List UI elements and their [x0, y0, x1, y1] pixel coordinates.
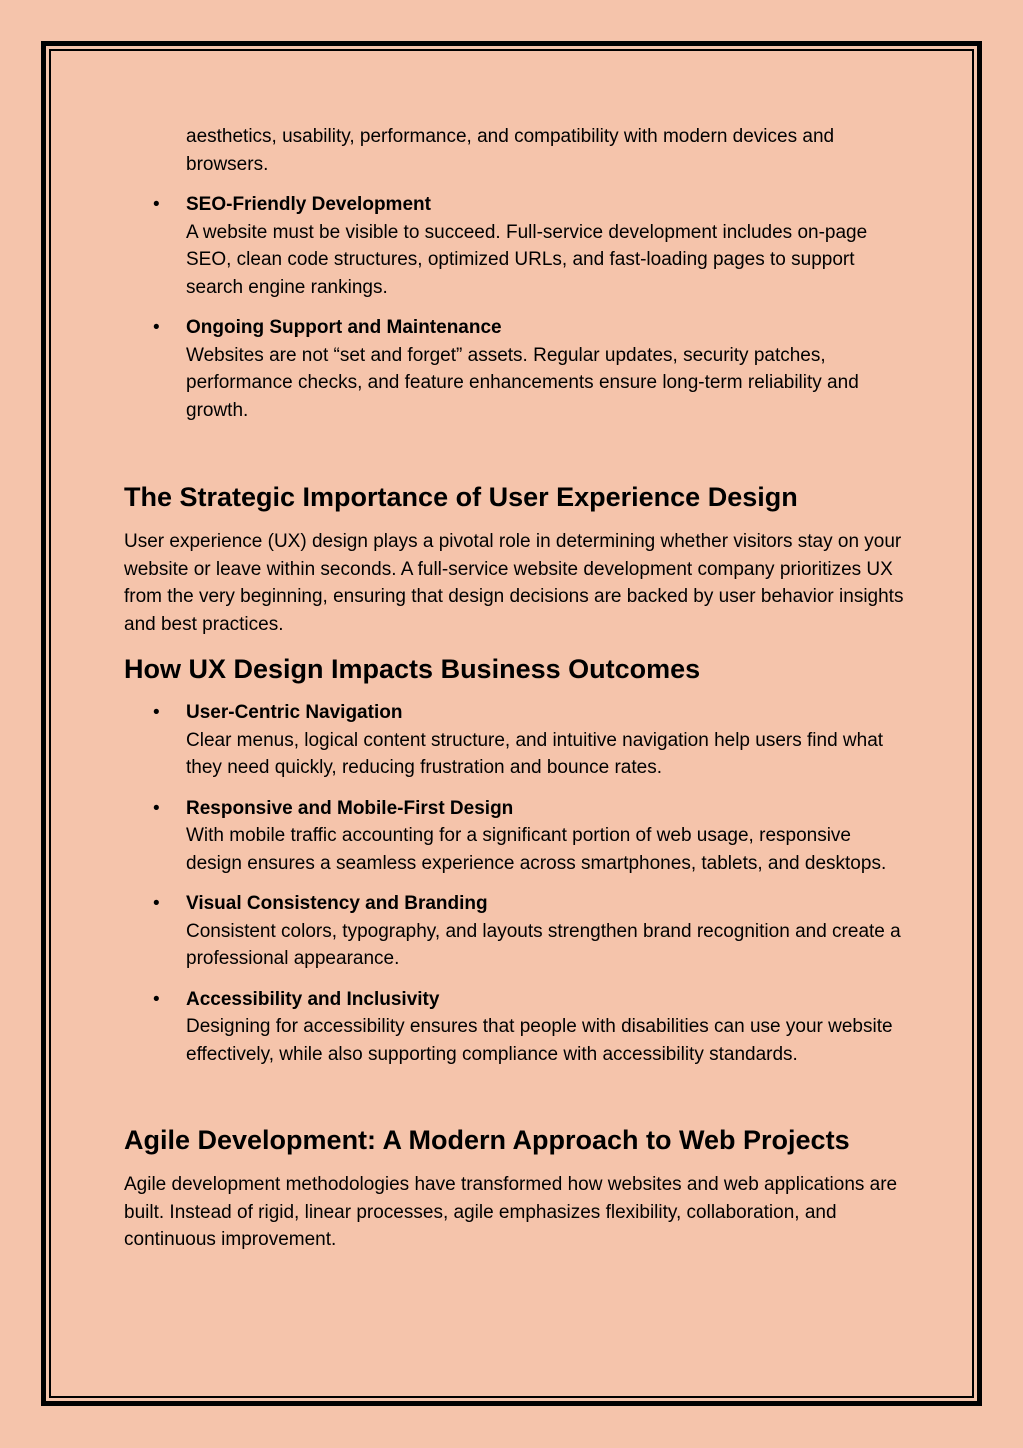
- bullet-icon: •: [153, 797, 160, 819]
- section-paragraph-agile: Agile development methodologies have transformed how websites and web applications are built. Instead of rigid, linear processes, agile emphasizes flexibility, collaboration, and continuous improvement.: [124, 1174, 898, 1250]
- list-item-text: Clear menus, logical content structure, and intuitive navigation help users find what they need quickly, reducing frustration and bounce rates.: [186, 729, 884, 778]
- section-paragraph-ux: User experience (UX) design plays a pivotal role in determining whether visitors stay on your website or leave within seconds. A full-service website development company prioritizes UX from the very beginning, ensuring that design decisions are backed by user behavior insights and best practices.: [124, 531, 904, 635]
- bullet-icon: •: [153, 893, 160, 914]
- list-item: [124, 191, 904, 301]
- section-heading-impact: How UX Design Impacts Business Outcomes: [124, 654, 701, 684]
- list-item-title: SEO-Friendly Development: [186, 194, 431, 215]
- list-item-text: With mobile traffic accounting for a significant portion of web usage, responsive design ensures a seamless experience across smartphones, tablets, and desktops.: [186, 825, 887, 874]
- list-item-text: A website must be visible to succeed. Full-service development includes on-page SEO, clean code structures, optimized URLs, and fast-loading pages to support search engine rankings.: [186, 221, 868, 298]
- list-item: [124, 795, 904, 878]
- list-item-title: Visual Consistency and Branding: [186, 893, 488, 914]
- intro-continuation-text: aesthetics, usability, performance, and compatibility with modern devices and browsers.: [186, 126, 835, 175]
- list-item-title: Responsive and Mobile-First Design: [186, 797, 514, 819]
- impact-list: [124, 699, 904, 1068]
- list-item-text: Websites are not “set and forget” assets. Regular updates, security patches, performance checks, and feature enhancements ensure long-term reliability and growth.: [186, 344, 859, 421]
- list-item: [124, 890, 904, 973]
- list-item-text: Designing for accessibility ensures that people with disabilities can use your website effectively, while also supporting compliance with accessibility standards.: [186, 1016, 893, 1065]
- section-heading-ux: The Strategic Importance of User Experience Design: [124, 482, 798, 512]
- bullet-icon: •: [153, 317, 160, 338]
- section-heading-agile: Agile Development: A Modern Approach to Web Projects: [124, 1125, 850, 1155]
- list-item-title: Accessibility and Inclusivity: [186, 988, 440, 1010]
- list-item: [124, 699, 904, 782]
- feature-list: [124, 191, 904, 424]
- document-content: [124, 123, 904, 1254]
- bullet-icon: •: [153, 988, 160, 1010]
- bullet-icon: •: [153, 702, 160, 723]
- bullet-icon: •: [153, 194, 160, 215]
- list-item-text: Consistent colors, typography, and layouts strengthen brand recognition and create a professional appearance.: [186, 920, 901, 969]
- list-item-title: Ongoing Support and Maintenance: [186, 317, 502, 338]
- list-item: [124, 986, 904, 1069]
- list-item-title: User-Centric Navigation: [186, 702, 403, 723]
- list-item: [124, 314, 904, 424]
